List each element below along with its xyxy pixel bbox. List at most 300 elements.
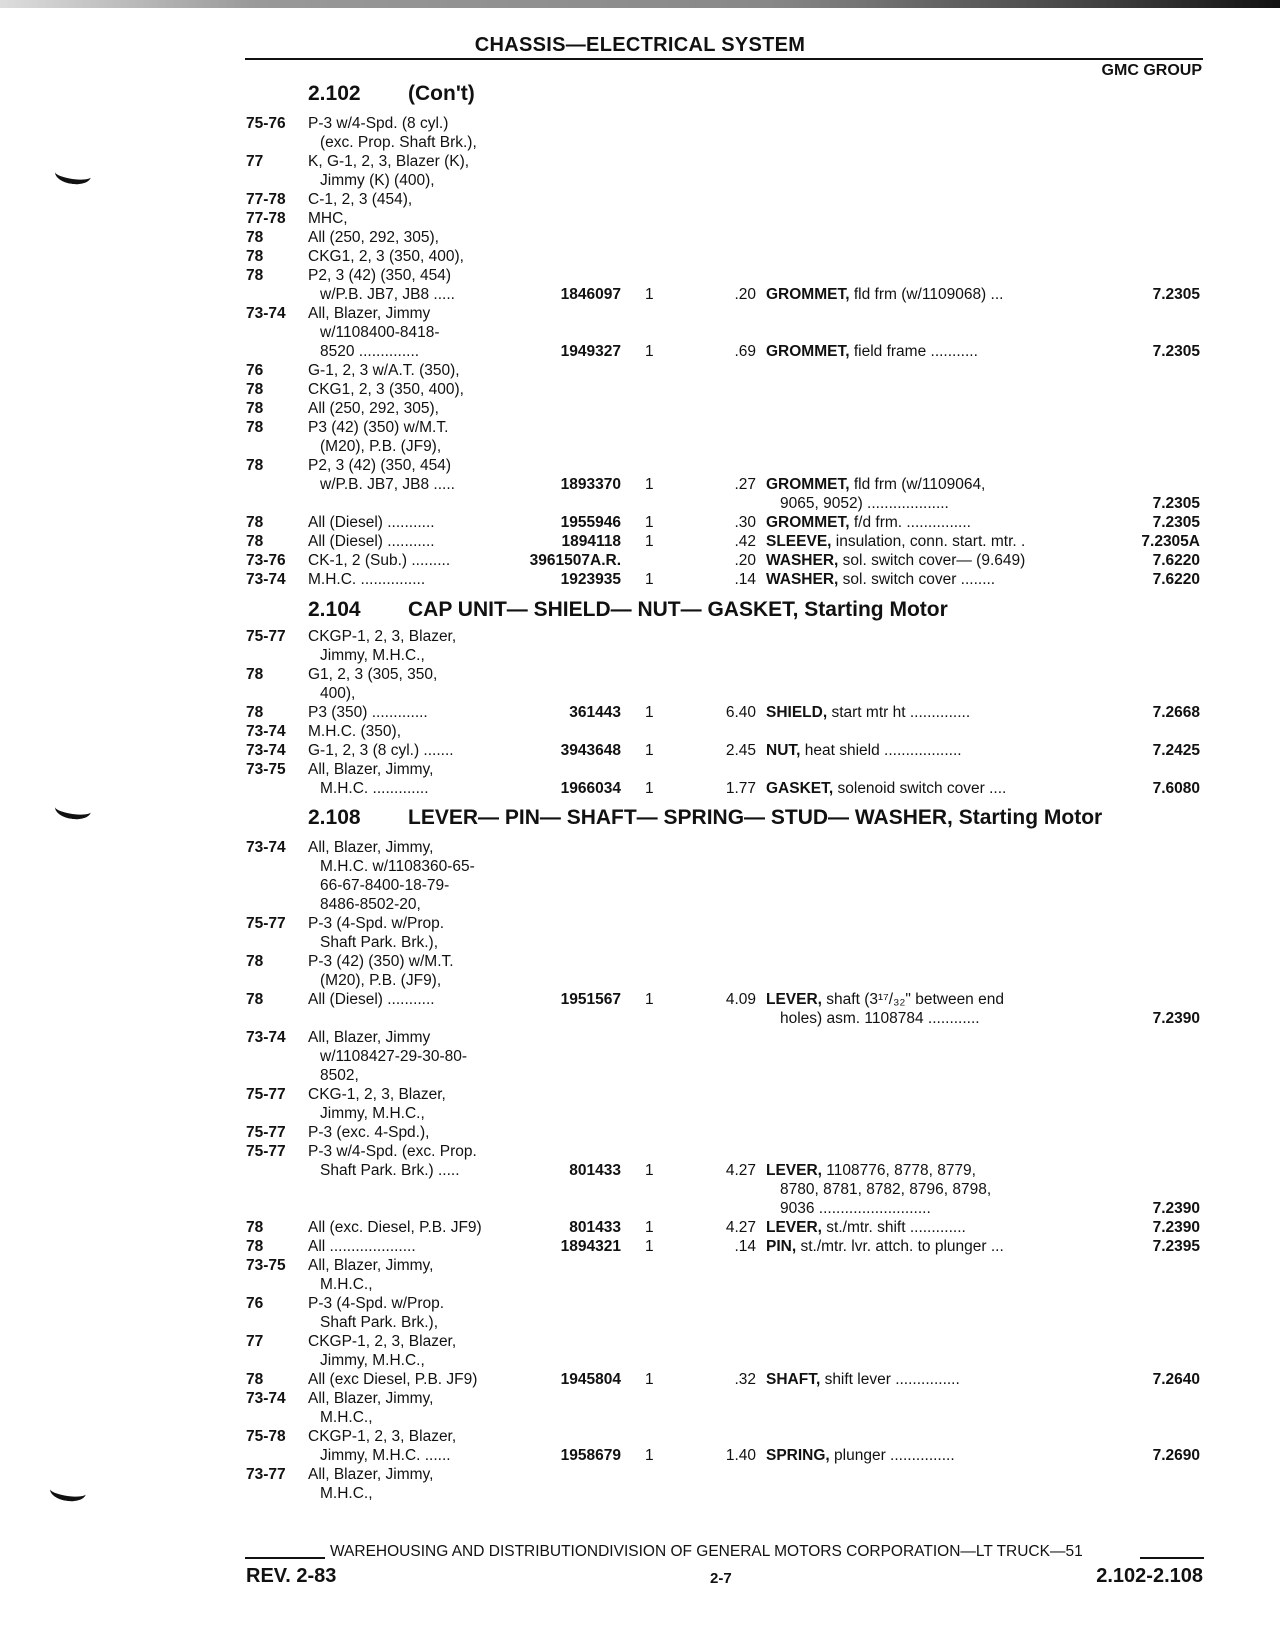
description bbox=[766, 570, 995, 589]
group-label: GMC GROUP bbox=[1101, 62, 1202, 79]
description-text: fld frm (w/1109064, bbox=[853, 476, 986, 493]
application: P-3 (4-Spd. w/Prop. bbox=[308, 1295, 445, 1312]
parts-row bbox=[0, 1066, 1280, 1085]
list-price: .27 bbox=[734, 476, 756, 493]
model-year: 76 bbox=[246, 362, 264, 379]
application: P3 (42) (350) w/M.T. bbox=[308, 419, 449, 436]
model-year: 75-77 bbox=[246, 1086, 286, 1103]
group-code: 7.2305 bbox=[1152, 286, 1200, 303]
model-year: 73-77 bbox=[246, 1466, 286, 1483]
model-year: 78 bbox=[246, 419, 264, 436]
application: Jimmy, M.H.C., bbox=[320, 1352, 425, 1369]
parts-row bbox=[0, 1275, 1280, 1294]
model-year: 78 bbox=[246, 514, 264, 531]
application: w/P.B. JB7, JB8 ..... bbox=[320, 476, 455, 493]
model-year: 73-76 bbox=[246, 552, 286, 569]
model-year: 77-78 bbox=[246, 191, 286, 208]
application: 66-67-8400-18-79- bbox=[320, 877, 450, 894]
group-code: 7.2305 bbox=[1152, 343, 1200, 360]
description bbox=[766, 1237, 1004, 1256]
part-name: WASHER, bbox=[766, 552, 839, 569]
description-text: st./mtr. shift ............. bbox=[826, 1219, 966, 1236]
parts-row bbox=[0, 513, 1280, 532]
description bbox=[766, 513, 971, 532]
parts-row bbox=[0, 323, 1280, 342]
application: All (Diesel) ........... bbox=[308, 514, 435, 531]
part-name: SHIELD, bbox=[766, 704, 828, 721]
list-price: .20 bbox=[734, 552, 756, 569]
part-number: 1846097 bbox=[560, 286, 621, 303]
part-number: 3943648 bbox=[560, 742, 621, 759]
application: All (exc Diesel, P.B. JF9) bbox=[308, 1371, 478, 1388]
description-text: sol. switch cover— (9.649) bbox=[842, 552, 1026, 569]
description-text: st./mtr. lvr. attch. to plunger ... bbox=[800, 1238, 1004, 1255]
application: w/1108400-8418- bbox=[320, 324, 440, 341]
application: All, Blazer, Jimmy, bbox=[308, 1257, 434, 1274]
application: All, Blazer, Jimmy, bbox=[308, 839, 434, 856]
description-continued: holes) asm. 1108784 ............ bbox=[780, 1010, 980, 1027]
description-text: solenoid switch cover .... bbox=[837, 780, 1007, 797]
parts-row bbox=[0, 1332, 1280, 1351]
model-year: 77 bbox=[246, 1333, 264, 1350]
group-code: 7.2390 bbox=[1152, 1010, 1200, 1027]
list-price: .42 bbox=[734, 533, 756, 550]
parts-row bbox=[0, 1313, 1280, 1332]
section-title: LEVER— PIN— SHAFT— SPRING— STUD— WASHER, Starting Motor bbox=[408, 806, 1103, 829]
description-continued: 9036 .......................... bbox=[780, 1200, 931, 1217]
description-text: field frame ........... bbox=[853, 343, 978, 360]
description-text: plunger ............... bbox=[834, 1447, 955, 1464]
model-year: 78 bbox=[246, 533, 264, 550]
part-number: 1951567 bbox=[560, 991, 621, 1008]
footer-rule-left bbox=[245, 1557, 325, 1559]
application: All (Diesel) ........... bbox=[308, 533, 435, 550]
footer-page-number: 2-7 bbox=[710, 1570, 732, 1587]
parts-row bbox=[0, 895, 1280, 914]
quantity: 1 bbox=[645, 704, 654, 721]
application: Shaft Park. Brk.), bbox=[320, 1314, 439, 1331]
group-code: 7.2390 bbox=[1152, 1200, 1200, 1217]
application: All, Blazer, Jimmy, bbox=[308, 761, 434, 778]
model-year: 78 bbox=[246, 1371, 264, 1388]
description-text: start mtr ht .............. bbox=[831, 704, 971, 721]
description-text: 1108776, 8778, 8779, bbox=[826, 1162, 976, 1179]
parts-row bbox=[0, 1446, 1280, 1465]
description bbox=[766, 1218, 966, 1237]
parts-row bbox=[0, 285, 1280, 304]
application: All, Blazer, Jimmy, bbox=[308, 1390, 434, 1407]
application: M.H.C. w/1108360-65- bbox=[320, 858, 475, 875]
parts-row bbox=[0, 779, 1280, 798]
parts-row bbox=[0, 475, 1280, 494]
group-code: 7.2395 bbox=[1152, 1238, 1200, 1255]
group-code: 7.2668 bbox=[1152, 704, 1200, 721]
model-year: 75-77 bbox=[246, 1143, 286, 1160]
quantity: 1 bbox=[645, 1219, 654, 1236]
application: All (Diesel) ........... bbox=[308, 991, 435, 1008]
group-code: 7.2305 bbox=[1152, 495, 1200, 512]
parts-row bbox=[0, 1351, 1280, 1370]
application: P-3 (42) (350) w/M.T. bbox=[308, 953, 454, 970]
list-price: .69 bbox=[734, 343, 756, 360]
parts-row bbox=[0, 209, 1280, 228]
application: CKG-1, 2, 3, Blazer, bbox=[308, 1086, 446, 1103]
parts-row bbox=[0, 1104, 1280, 1123]
part-number: 1958679 bbox=[560, 1447, 621, 1464]
description-text: sol. switch cover ........ bbox=[842, 571, 996, 588]
description-text: fld frm (w/1109068) ... bbox=[853, 286, 1004, 303]
quantity: 1 bbox=[645, 514, 654, 531]
parts-row bbox=[0, 190, 1280, 209]
description bbox=[766, 1161, 976, 1180]
application: Jimmy, M.H.C., bbox=[320, 647, 425, 664]
part-name: SLEEVE, bbox=[766, 533, 832, 550]
parts-row bbox=[0, 1237, 1280, 1256]
model-year: 78 bbox=[246, 400, 264, 417]
description bbox=[766, 342, 978, 361]
parts-row bbox=[0, 1028, 1280, 1047]
description-text: shift lever ............... bbox=[824, 1371, 960, 1388]
application: w/P.B. JB7, JB8 ..... bbox=[320, 286, 455, 303]
model-year: 73-74 bbox=[246, 305, 286, 322]
part-name: SHAFT, bbox=[766, 1371, 821, 1388]
quantity: 1 bbox=[645, 1447, 654, 1464]
application: w/1108427-29-30-80- bbox=[320, 1048, 468, 1065]
list-price: 4.09 bbox=[725, 991, 756, 1008]
application: (M20), P.B. (JF9), bbox=[320, 438, 442, 455]
parts-row bbox=[0, 1484, 1280, 1503]
application: CKG1, 2, 3 (350, 400), bbox=[308, 381, 464, 398]
model-year: 78 bbox=[246, 1219, 264, 1236]
group-code: 7.6220 bbox=[1152, 552, 1200, 569]
scan-edge bbox=[0, 0, 1280, 8]
model-year: 73-74 bbox=[246, 1390, 286, 1407]
application: G-1, 2, 3 w/A.T. (350), bbox=[308, 362, 460, 379]
application: (M20), P.B. (JF9), bbox=[320, 972, 442, 989]
parts-row bbox=[0, 551, 1280, 570]
application: 8486-8502-20, bbox=[320, 896, 421, 913]
application: All (250, 292, 305), bbox=[308, 229, 439, 246]
model-year: 78 bbox=[246, 666, 264, 683]
application: C-1, 2, 3 (454), bbox=[308, 191, 413, 208]
footer-revision: REV. 2-83 bbox=[246, 1565, 337, 1587]
list-price: 2.45 bbox=[725, 742, 756, 759]
description bbox=[766, 1446, 955, 1465]
description bbox=[766, 990, 1004, 1009]
parts-row bbox=[0, 1389, 1280, 1408]
footer-rule-right bbox=[1140, 1557, 1204, 1559]
part-number: 1966034 bbox=[560, 780, 621, 797]
application: P-3 w/4-Spd. (8 cyl.) bbox=[308, 115, 449, 132]
part-name: GROMMET, bbox=[766, 476, 850, 493]
part-number: 3961507A.R. bbox=[529, 552, 621, 569]
part-number: 361443 bbox=[569, 704, 621, 721]
model-year: 75-77 bbox=[246, 628, 286, 645]
part-number: 1949327 bbox=[560, 343, 621, 360]
application: P-3 w/4-Spd. (exc. Prop. bbox=[308, 1143, 477, 1160]
list-price: 4.27 bbox=[725, 1162, 756, 1179]
application: M.H.C., bbox=[320, 1409, 373, 1426]
description bbox=[766, 532, 1025, 551]
model-year: 75-77 bbox=[246, 915, 286, 932]
description-text: insulation, conn. start. mtr. . bbox=[835, 533, 1026, 550]
application: All (250, 292, 305), bbox=[308, 400, 439, 417]
application: CKGP-1, 2, 3, Blazer, bbox=[308, 1333, 457, 1350]
application: P3 (350) ............. bbox=[308, 704, 428, 721]
parts-row bbox=[0, 133, 1280, 152]
group-code: 7.2690 bbox=[1152, 1447, 1200, 1464]
application: M.H.C. ............... bbox=[308, 571, 426, 588]
parts-row bbox=[0, 342, 1280, 361]
section-number: 2.102 bbox=[308, 82, 361, 105]
list-price: .14 bbox=[734, 1238, 756, 1255]
parts-row bbox=[0, 494, 1280, 513]
group-code: 7.2305A bbox=[1141, 533, 1200, 550]
part-number: 1894118 bbox=[561, 533, 621, 550]
parts-row bbox=[0, 703, 1280, 722]
part-number: 1894321 bbox=[560, 1238, 621, 1255]
footer-publisher: WAREHOUSING AND DISTRIBUTIONDIVISION OF GENERAL MOTORS CORPORATION—LT TRUCK—51 bbox=[330, 1543, 1083, 1560]
quantity: 1 bbox=[645, 1371, 654, 1388]
application: All (exc. Diesel, P.B. JF9) bbox=[308, 1219, 482, 1236]
model-year: 73-74 bbox=[246, 742, 286, 759]
list-price: 4.27 bbox=[725, 1219, 756, 1236]
application: M.H.C. (350), bbox=[308, 723, 402, 740]
model-year: 78 bbox=[246, 991, 264, 1008]
parts-row bbox=[0, 876, 1280, 895]
quantity: 1 bbox=[645, 780, 654, 797]
part-number: 801433 bbox=[569, 1162, 621, 1179]
quantity: 1 bbox=[645, 742, 654, 759]
quantity: 1 bbox=[645, 343, 654, 360]
application: P2, 3 (42) (350, 454) bbox=[308, 267, 452, 284]
parts-row bbox=[0, 838, 1280, 857]
part-name: WASHER, bbox=[766, 571, 839, 588]
parts-row bbox=[0, 570, 1280, 589]
parts-row bbox=[0, 380, 1280, 399]
parts-row bbox=[0, 304, 1280, 323]
parts-row bbox=[0, 1123, 1280, 1142]
parts-row bbox=[0, 1465, 1280, 1484]
description-text: heat shield .................. bbox=[804, 742, 962, 759]
quantity: 1 bbox=[645, 991, 654, 1008]
list-price: .32 bbox=[734, 1371, 756, 1388]
part-name: GROMMET, bbox=[766, 514, 850, 531]
model-year: 73-74 bbox=[246, 723, 286, 740]
parts-row bbox=[0, 665, 1280, 684]
application: M.H.C., bbox=[320, 1485, 373, 1502]
application: All, Blazer, Jimmy, bbox=[308, 1466, 434, 1483]
model-year: 78 bbox=[246, 953, 264, 970]
header-rule bbox=[245, 58, 1203, 60]
model-year: 78 bbox=[246, 1238, 264, 1255]
description bbox=[766, 779, 1006, 798]
description bbox=[766, 1370, 960, 1389]
description-text: shaft (3¹⁷/₃₂" between end bbox=[826, 991, 1004, 1008]
application: M.H.C. ............. bbox=[320, 780, 429, 797]
parts-row bbox=[0, 952, 1280, 971]
part-name: LEVER, bbox=[766, 991, 822, 1008]
application: K, G-1, 2, 3, Blazer (K), bbox=[308, 153, 470, 170]
model-year: 76 bbox=[246, 1295, 264, 1312]
parts-row bbox=[0, 361, 1280, 380]
application: All, Blazer, Jimmy bbox=[308, 1029, 431, 1046]
parts-row bbox=[0, 1256, 1280, 1275]
parts-row bbox=[0, 627, 1280, 646]
parts-row bbox=[0, 990, 1280, 1009]
parts-row bbox=[0, 971, 1280, 990]
application: 8502, bbox=[320, 1067, 359, 1084]
model-year: 78 bbox=[246, 229, 264, 246]
parts-row bbox=[0, 1085, 1280, 1104]
model-year: 75-76 bbox=[246, 115, 286, 132]
quantity: 1 bbox=[645, 1162, 654, 1179]
parts-row bbox=[0, 741, 1280, 760]
section-title: (Con't) bbox=[408, 82, 475, 105]
description-continued: 8780, 8781, 8782, 8796, 8798, bbox=[780, 1181, 992, 1198]
application: P-3 (exc. 4-Spd.), bbox=[308, 1124, 430, 1141]
application: 400), bbox=[320, 685, 356, 702]
application: Jimmy, M.H.C. ...... bbox=[320, 1447, 451, 1464]
description-continued: 9065, 9052) ................... bbox=[780, 495, 949, 512]
page-title: CHASSIS—ELECTRICAL SYSTEM bbox=[474, 34, 806, 56]
application: G-1, 2, 3 (8 cyl.) ....... bbox=[308, 742, 454, 759]
application: 8520 .............. bbox=[320, 343, 420, 360]
parts-row bbox=[0, 1199, 1280, 1218]
group-code: 7.2390 bbox=[1152, 1219, 1200, 1236]
part-name: LEVER, bbox=[766, 1219, 822, 1236]
part-name: LEVER, bbox=[766, 1162, 822, 1179]
application: CKGP-1, 2, 3, Blazer, bbox=[308, 1428, 457, 1445]
parts-row bbox=[0, 1180, 1280, 1199]
list-price: 1.77 bbox=[725, 780, 756, 797]
model-year: 78 bbox=[246, 381, 264, 398]
part-name: GROMMET, bbox=[766, 286, 850, 303]
application: M.H.C., bbox=[320, 1276, 373, 1293]
application: Shaft Park. Brk.), bbox=[320, 934, 439, 951]
quantity: 1 bbox=[645, 286, 654, 303]
part-name: GASKET, bbox=[766, 780, 834, 797]
list-price: .20 bbox=[734, 286, 756, 303]
parts-row bbox=[0, 1370, 1280, 1389]
part-name: PIN, bbox=[766, 1238, 797, 1255]
quantity: 1 bbox=[645, 476, 654, 493]
part-name: NUT, bbox=[766, 742, 801, 759]
section-title: CAP UNIT— SHIELD— NUT— GASKET, Starting Motor bbox=[408, 598, 948, 621]
part-name: GROMMET, bbox=[766, 343, 850, 360]
model-year: 75-77 bbox=[246, 1124, 286, 1141]
list-price: .14 bbox=[734, 571, 756, 588]
parts-row bbox=[0, 646, 1280, 665]
quantity: 1 bbox=[645, 533, 654, 550]
description bbox=[766, 475, 985, 494]
description bbox=[766, 285, 1003, 304]
model-year: 78 bbox=[246, 248, 264, 265]
description bbox=[766, 551, 1025, 570]
parts-row bbox=[0, 760, 1280, 779]
group-code: 7.2640 bbox=[1152, 1371, 1200, 1388]
group-code: 7.6220 bbox=[1152, 571, 1200, 588]
application: (exc. Prop. Shaft Brk.), bbox=[320, 134, 477, 151]
parts-row bbox=[0, 1142, 1280, 1161]
section-number: 2.108 bbox=[308, 806, 361, 829]
part-number: 1893370 bbox=[560, 476, 621, 493]
parts-row bbox=[0, 1218, 1280, 1237]
application: CKGP-1, 2, 3, Blazer, bbox=[308, 628, 457, 645]
quantity: 1 bbox=[645, 571, 654, 588]
section-number: 2.104 bbox=[308, 598, 361, 621]
application: Shaft Park. Brk.) ..... bbox=[320, 1162, 460, 1179]
list-price: .30 bbox=[734, 514, 756, 531]
parts-row bbox=[0, 722, 1280, 741]
part-number: 1945804 bbox=[560, 1371, 621, 1388]
model-year: 73-75 bbox=[246, 761, 286, 778]
list-price: 6.40 bbox=[725, 704, 756, 721]
quantity: 1 bbox=[645, 1238, 654, 1255]
part-number: 801433 bbox=[569, 1219, 621, 1236]
description bbox=[766, 741, 962, 760]
part-number: 1955946 bbox=[560, 514, 621, 531]
application: Jimmy (K) (400), bbox=[320, 172, 435, 189]
application: CK-1, 2 (Sub.) ......... bbox=[308, 552, 451, 569]
model-year: 73-75 bbox=[246, 1257, 286, 1274]
parts-row bbox=[0, 437, 1280, 456]
description bbox=[766, 703, 970, 722]
application: P-3 (4-Spd. w/Prop. bbox=[308, 915, 445, 932]
parts-row bbox=[0, 171, 1280, 190]
group-code: 7.2305 bbox=[1152, 514, 1200, 531]
parts-row bbox=[0, 1161, 1280, 1180]
parts-row bbox=[0, 399, 1280, 418]
parts-row bbox=[0, 1009, 1280, 1028]
parts-row bbox=[0, 1408, 1280, 1427]
application: CKG1, 2, 3 (350, 400), bbox=[308, 248, 464, 265]
group-code: 7.6080 bbox=[1152, 780, 1200, 797]
list-price: 1.40 bbox=[725, 1447, 756, 1464]
parts-row bbox=[0, 228, 1280, 247]
application: All, Blazer, Jimmy bbox=[308, 305, 431, 322]
parts-row bbox=[0, 114, 1280, 133]
model-year: 73-74 bbox=[246, 839, 286, 856]
description-text: f/d frm. ............... bbox=[853, 514, 971, 531]
parts-row bbox=[0, 857, 1280, 876]
parts-row bbox=[0, 532, 1280, 551]
footer-section-range: 2.102-2.108 bbox=[1096, 1565, 1203, 1587]
model-year: 73-74 bbox=[246, 1029, 286, 1046]
model-year: 77 bbox=[246, 153, 264, 170]
parts-row bbox=[0, 456, 1280, 475]
application: MHC, bbox=[308, 210, 348, 227]
parts-row bbox=[0, 933, 1280, 952]
application: G1, 2, 3 (305, 350, bbox=[308, 666, 438, 683]
parts-row bbox=[0, 1294, 1280, 1313]
application: All .................... bbox=[308, 1238, 416, 1255]
model-year: 78 bbox=[246, 267, 264, 284]
part-number: 1923935 bbox=[560, 571, 621, 588]
parts-row bbox=[0, 1427, 1280, 1446]
application: P2, 3 (42) (350, 454) bbox=[308, 457, 452, 474]
parts-row bbox=[0, 684, 1280, 703]
parts-row bbox=[0, 1047, 1280, 1066]
application: Jimmy, M.H.C., bbox=[320, 1105, 425, 1122]
parts-row bbox=[0, 152, 1280, 171]
model-year: 73-74 bbox=[246, 571, 286, 588]
parts-row bbox=[0, 914, 1280, 933]
model-year: 78 bbox=[246, 704, 264, 721]
parts-row bbox=[0, 418, 1280, 437]
binder-hole-mark bbox=[54, 798, 92, 822]
part-name: SPRING, bbox=[766, 1447, 830, 1464]
